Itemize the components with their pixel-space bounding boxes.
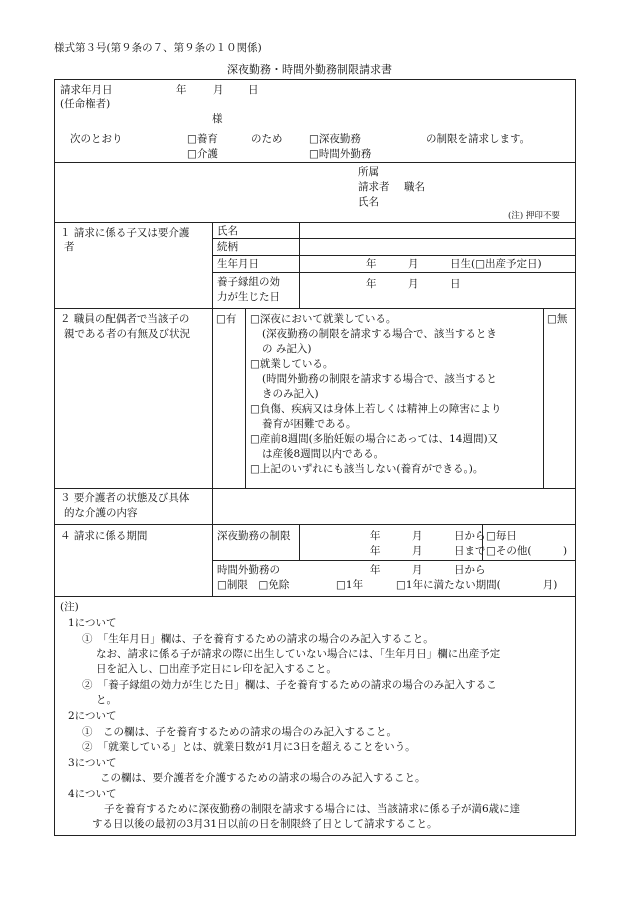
note-1c: ② 「養子縁組の効力が生じた日」欄は、子を養育するための請求の場合のみ記入するこ xyxy=(82,679,497,691)
relation-label: 続柄 xyxy=(217,241,238,253)
status-line[interactable]: □産前8週間(多胎妊娠の場合にあっては、14週間)又 xyxy=(250,433,499,445)
adoption-date-field[interactable]: 年 月 日 xyxy=(366,278,461,290)
divider xyxy=(299,222,300,308)
other-checkbox[interactable]: □その他( ) xyxy=(486,545,568,557)
status-line: (深夜勤務の制限を請求する場合で、該当するとき xyxy=(262,328,497,340)
divider xyxy=(54,596,576,597)
divider xyxy=(54,162,576,163)
divider xyxy=(54,488,576,489)
note-3-heading: 3について xyxy=(68,757,117,769)
note-4a: 子を養育するために深夜勤務の制限を請求する場合には、当該請求に係る子が満6歳に達 xyxy=(104,803,521,815)
sama-label: 様 xyxy=(212,113,223,125)
status-line: (時間外勤務の制限を請求する場合で、該当すると xyxy=(262,373,497,385)
adoption-label-cont: 力が生じた日 xyxy=(217,291,280,303)
status-line[interactable]: □上記のいずれにも該当しない(養育ができる。)。 xyxy=(250,463,484,475)
night-limit-label: 深夜勤務の制限 xyxy=(217,530,291,542)
note-4-heading: 4について xyxy=(68,788,117,800)
option-overtime[interactable]: □時間外勤務 xyxy=(309,148,372,160)
status-line: は産後8週間以内である。 xyxy=(262,448,385,460)
divider xyxy=(212,255,576,256)
note-1-heading: 1について xyxy=(68,617,117,629)
spouse-yes-checkbox[interactable]: □有 xyxy=(216,313,237,325)
divider xyxy=(212,272,576,273)
adoption-label: 養子縁組の効 xyxy=(217,276,280,288)
seal-note: (注) 押印不要 xyxy=(508,211,560,221)
sec1-label: １ 請求に係る子又は要介護 xyxy=(60,227,190,239)
divider xyxy=(245,308,246,488)
notes-heading: (注) xyxy=(60,601,79,613)
divider xyxy=(212,222,213,308)
every-day-checkbox[interactable]: □毎日 xyxy=(486,530,517,542)
note-1b-cont: 日を記入し、□出産予定日にレ印を記入すること。 xyxy=(96,663,337,675)
spouse-no-checkbox[interactable]: □無 xyxy=(547,313,568,325)
note-1b: なお、請求に係る子が請求の際に出生していない場合には、「生年月日」欄に出産予定 xyxy=(96,648,501,660)
sec1-label-cont: 者 xyxy=(64,241,75,253)
under-year-checkbox[interactable]: □1年に満たない期間( 月) xyxy=(396,579,558,591)
divider xyxy=(212,560,576,561)
date-day: 日 xyxy=(248,84,259,96)
form-number: 様式第３号(第９条の７、第９条の１０関係) xyxy=(54,42,262,54)
one-year-checkbox[interactable]: □1年 xyxy=(336,579,364,591)
birthdate-label: 生年月日 xyxy=(217,258,259,270)
status-line[interactable]: □深夜において就業している。 xyxy=(250,313,397,325)
overtime-from-field[interactable]: 年 月 日から xyxy=(370,564,486,576)
note-1c-cont: と。 xyxy=(96,694,117,706)
divider xyxy=(212,308,213,488)
form-title: 深夜勤務・時間外勤務制限請求書 xyxy=(227,63,392,76)
note-3a: この欄は、要介護者を介護するための請求の場合のみ記入すること。 xyxy=(100,772,426,784)
note-4a-cont: する日以後の最初の3月31日以前の日を制限終了日として請求すること。 xyxy=(92,818,438,830)
name-label: 氏名 xyxy=(358,196,379,208)
status-line[interactable]: □負傷、疾病又は身体上若しくは精神上の障害により xyxy=(250,403,502,415)
sec4-label: ４ 請求に係る期間 xyxy=(60,530,148,542)
date-year: 年 xyxy=(176,84,187,96)
divider xyxy=(54,524,576,525)
as-follows-label: 次のとおり xyxy=(70,133,123,145)
appointer-label: (任命権者) xyxy=(60,98,111,110)
request-text: の制限を請求します。 xyxy=(426,133,531,145)
divider xyxy=(299,524,300,560)
status-line[interactable]: □就業している。 xyxy=(250,358,334,370)
option-night-work[interactable]: □深夜勤務 xyxy=(309,133,361,145)
date-month: 月 xyxy=(213,84,224,96)
note-2-heading: 2について xyxy=(68,710,117,722)
limit-exempt-checkboxes[interactable]: □制限 □免除 xyxy=(217,579,290,591)
for-purpose-label: のため xyxy=(251,133,283,145)
note-2b: ② 「就業している」とは、就業日数が1月に3日を超えることをいう。 xyxy=(82,741,416,753)
divider xyxy=(212,488,213,524)
post-name-label: 職名 xyxy=(404,181,425,193)
overtime-label: 時間外勤務の xyxy=(217,564,280,576)
status-line: 養育が困難である。 xyxy=(262,418,357,430)
divider xyxy=(212,238,576,239)
affiliation-label: 所属 xyxy=(358,166,379,178)
divider xyxy=(543,308,544,488)
sec2-label: ２ 職員の配偶者で当該子の xyxy=(60,313,190,325)
night-from-field[interactable]: 年 月 日から xyxy=(370,530,486,542)
divider xyxy=(54,308,576,309)
child-name-label: 氏名 xyxy=(217,225,238,237)
option-care[interactable]: □介護 xyxy=(187,148,218,160)
divider xyxy=(54,222,576,223)
sec3-label: ３ 要介護者の状態及び具体 xyxy=(60,492,190,504)
sec3-label-cont: 的な介護の内容 xyxy=(64,507,138,519)
requester-label: 請求者 xyxy=(358,181,390,193)
birthdate-field[interactable]: 年 月 日生(□出産予定日) xyxy=(366,258,542,270)
sec2-label-cont: 親である者の有無及び状況 xyxy=(64,328,190,340)
status-line: きのみ記入) xyxy=(262,388,319,400)
request-date-label: 請求年月日 xyxy=(60,84,113,96)
option-childcare[interactable]: □養育 xyxy=(187,133,218,145)
note-2a: ① この欄は、子を養育するための請求の場合のみ記入すること。 xyxy=(82,726,397,738)
note-1a: ① 「生年月日」欄は、子を養育するための請求の場合のみ記入すること。 xyxy=(82,633,434,645)
status-line: の み記入) xyxy=(262,343,312,355)
night-to-field[interactable]: 年 月 日まで xyxy=(370,545,486,557)
